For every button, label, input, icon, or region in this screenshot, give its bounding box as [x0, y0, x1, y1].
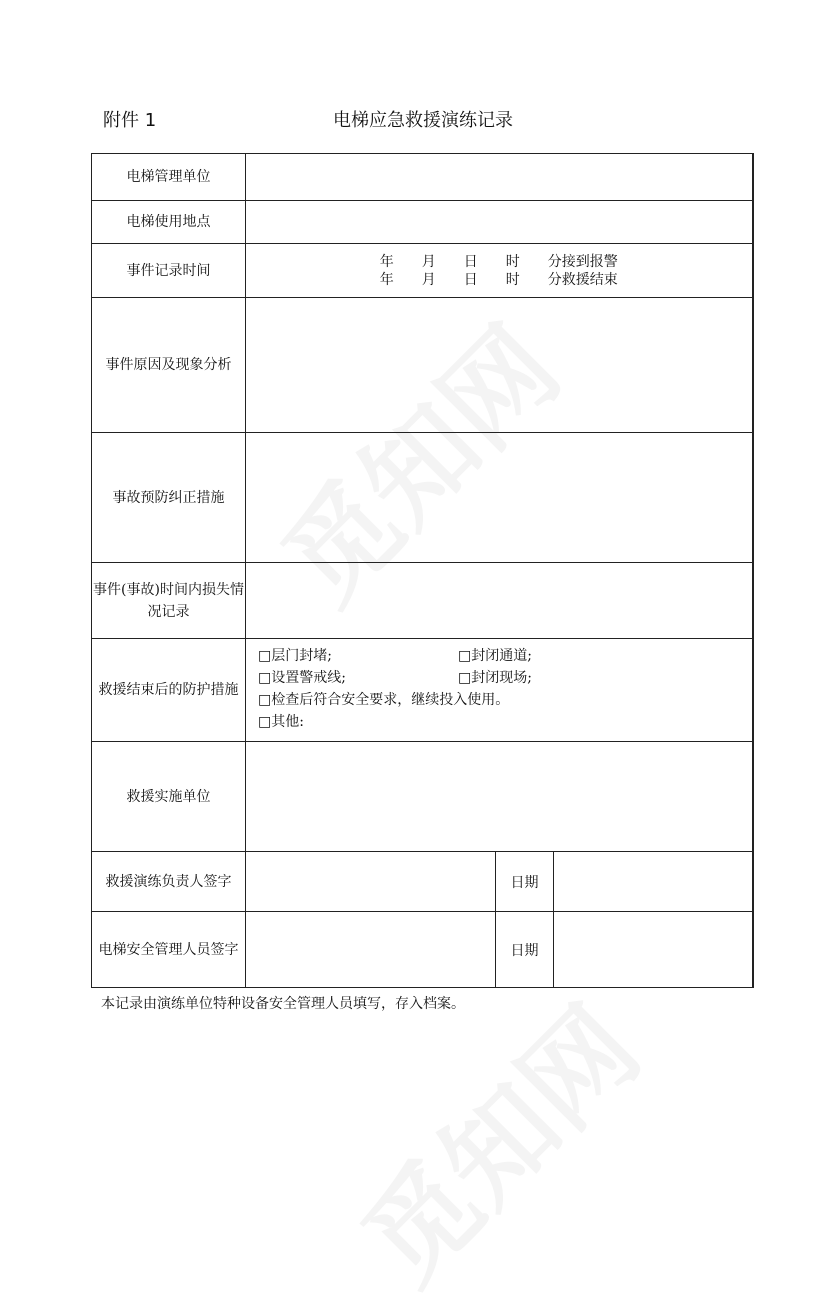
option-warning-line[interactable]: □设置警戒线;	[258, 670, 346, 686]
table-row	[92, 298, 753, 433]
drill-leader-label: 救援演练负责人签字	[92, 852, 246, 912]
watermark	[322, 966, 667, 1311]
alarm-received-text: 分接到报警	[547, 253, 618, 270]
cause-label: 事件原因及现象分析	[92, 298, 246, 433]
unit-label: 电梯管理单位	[92, 154, 246, 201]
attachment-label: 附件 1	[103, 110, 157, 131]
location-label: 电梯使用地点	[92, 201, 246, 244]
protect-field	[246, 639, 753, 742]
drill-leader-signature-field[interactable]	[246, 852, 496, 912]
unit-field[interactable]	[246, 154, 753, 201]
option-other[interactable]: □其他:	[258, 714, 304, 730]
footnote: 本记录由演练单位特种设备安全管理人员填写，存入档案。	[101, 996, 465, 1012]
protect-label: 救援结束后的防护措施	[92, 639, 246, 742]
option-close-passage[interactable]: □封闭通道;	[458, 648, 532, 664]
month-text: 月	[421, 253, 436, 270]
record-form	[91, 153, 754, 988]
rescue-unit-field[interactable]	[246, 742, 753, 852]
cause-field[interactable]	[246, 298, 753, 433]
year-text: 年	[379, 253, 394, 270]
safety-manager-date-field[interactable]	[554, 912, 753, 988]
option-close-site[interactable]: □封闭现场;	[458, 670, 532, 686]
drill-leader-date-field[interactable]	[554, 852, 753, 912]
prevent-label: 事故预防纠正措施	[92, 433, 246, 563]
day-text: 日	[463, 271, 478, 288]
loss-field[interactable]	[246, 563, 753, 639]
table-row	[92, 742, 753, 852]
table-row	[92, 244, 753, 298]
location-field[interactable]	[246, 201, 753, 244]
option-continue-use[interactable]: □检查后符合安全要求，继续投入使用。	[258, 692, 510, 708]
day-text: 日	[463, 253, 478, 270]
date-label: 日期	[496, 852, 554, 912]
date-label: 日期	[496, 912, 554, 988]
safety-manager-label: 电梯安全管理人员签字	[92, 912, 246, 988]
hour-text: 时	[505, 271, 520, 288]
rescue-ended-text: 分救援结束	[547, 271, 618, 288]
prevent-field[interactable]	[246, 433, 753, 563]
rescue-unit-label: 救援实施单位	[92, 742, 246, 852]
loss-label: 事件(事故)时间内损失情况记录	[92, 563, 246, 639]
table-row	[92, 154, 753, 201]
option-door-block[interactable]: □层门封堵;	[258, 648, 332, 664]
table-row	[92, 852, 753, 912]
table-row	[92, 912, 753, 988]
safety-manager-signature-field[interactable]	[246, 912, 496, 988]
time-label: 事件记录时间	[92, 244, 246, 298]
page-title: 电梯应急救援演练记录	[333, 110, 513, 131]
time-field[interactable]	[246, 244, 753, 298]
alarm-time-line	[246, 253, 752, 271]
hour-text: 时	[505, 253, 520, 270]
month-text: 月	[421, 271, 436, 288]
table-row	[92, 563, 753, 639]
table-row	[92, 639, 753, 742]
rescue-end-time-line	[246, 271, 752, 289]
year-text: 年	[379, 271, 394, 288]
table-row	[92, 433, 753, 563]
table-row	[92, 201, 753, 244]
